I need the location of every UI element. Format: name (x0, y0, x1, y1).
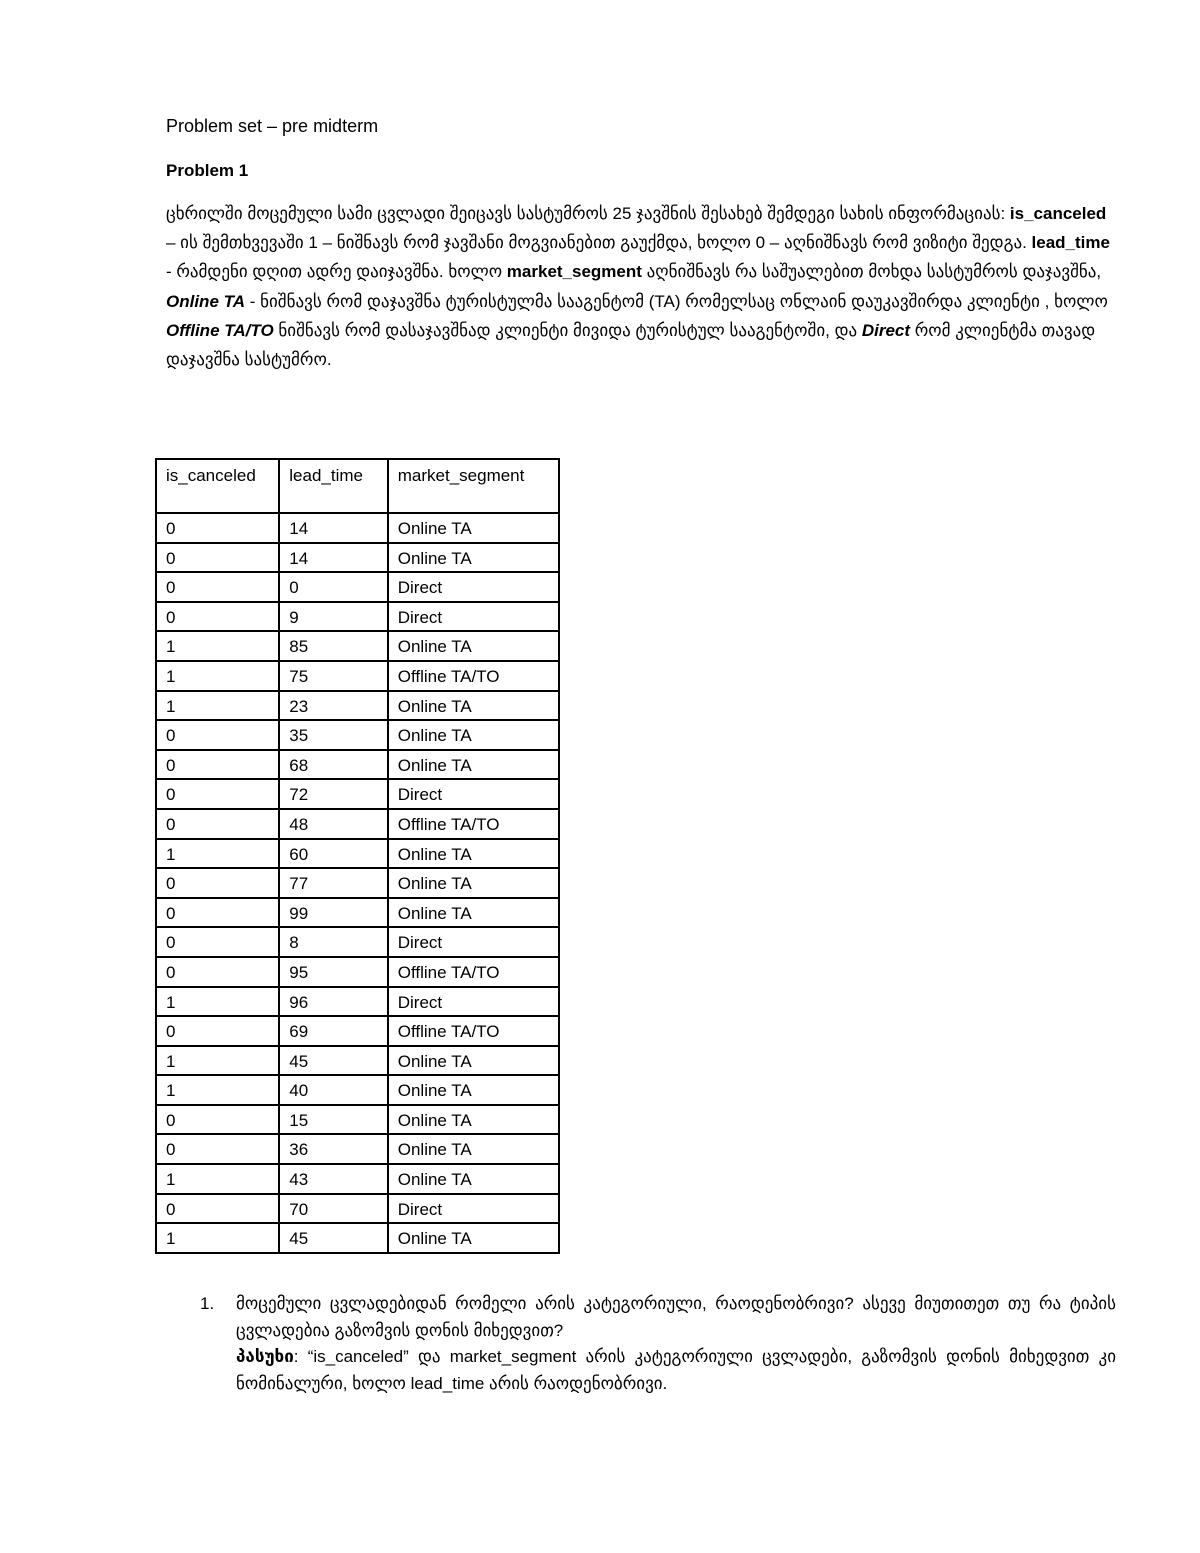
table-row (156, 1075, 559, 1105)
table-cell: 0 (156, 513, 279, 543)
table-cell: Online TA (388, 750, 559, 780)
table-cell: 0 (156, 1194, 279, 1224)
table-cell: 0 (156, 1016, 279, 1046)
table-cell: 1 (156, 691, 279, 721)
table-cell: Offline TA/TO (388, 809, 559, 839)
table-cell: 0 (156, 720, 279, 750)
intro-text: - რამდენი დღით ადრე დაიჯავშნა. ხოლო (166, 262, 507, 282)
table-row (156, 809, 559, 839)
table-row (156, 572, 559, 602)
table-row (156, 1223, 559, 1253)
table-cell: Online TA (388, 868, 559, 898)
table-cell: 0 (156, 1105, 279, 1135)
intro-text: - ნიშნავს რომ დაჯავშნა ტურისტულმა სააგენტომ (TA) რომელსაც ონლაინ დაუკავშირდა კლიენტი , ხოლო (245, 291, 1108, 311)
table-row (156, 987, 559, 1017)
table-row (156, 1046, 559, 1076)
table-body (156, 513, 559, 1253)
table-row (156, 513, 559, 543)
table-cell: 0 (156, 927, 279, 957)
table-cell: Online TA (388, 898, 559, 928)
table-row (156, 602, 559, 632)
table-cell: Offline TA/TO (388, 957, 559, 987)
question-text: მოცემული ცვლადებიდან რომელი არის კატეგორიული, რაოდენობრივი? ასევე მიუთითეთ თუ რა ტიპის ცვლადებია გაზომვის დონის მიხედვით? (236, 1294, 1116, 1340)
table-row (156, 631, 559, 661)
table-cell: Offline TA/TO (388, 1016, 559, 1046)
table-cell: Direct (388, 1194, 559, 1224)
table-row (156, 750, 559, 780)
table-cell: 43 (279, 1164, 387, 1194)
segment-name: Offline TA/TO (166, 320, 274, 340)
table-cell: 99 (279, 898, 387, 928)
variable-name: lead_time (1031, 233, 1110, 253)
table-cell: 45 (279, 1046, 387, 1076)
table-cell: 14 (279, 543, 387, 573)
table-cell: 0 (156, 602, 279, 632)
table-cell: 70 (279, 1194, 387, 1224)
table-cell: 40 (279, 1075, 387, 1105)
table-row (156, 691, 559, 721)
table-cell: Online TA (388, 839, 559, 869)
table-cell: Direct (388, 987, 559, 1017)
table-cell: 23 (279, 691, 387, 721)
table-cell: 0 (156, 809, 279, 839)
answer-text: : “is_canceled” და market_segment არის კატეგორიული ცვლადები, გაზომვის დონის მიხედვით კი ნომინალური, ხოლო lead_time არის რაოდენობრივი. (236, 1347, 1116, 1393)
table-cell: 77 (279, 868, 387, 898)
table-cell: Online TA (388, 543, 559, 573)
table-cell: Online TA (388, 1046, 559, 1076)
table-cell: Online TA (388, 1164, 559, 1194)
table-cell: 96 (279, 987, 387, 1017)
table-cell: 0 (279, 572, 387, 602)
table-cell: 45 (279, 1223, 387, 1253)
table-cell: 15 (279, 1105, 387, 1135)
intro-text: ნიშნავს რომ დასაჯავშნად კლიენტი მივიდა ტურისტულ სააგენტოში, და (273, 320, 862, 340)
table-cell: 1 (156, 1164, 279, 1194)
table-row (156, 1016, 559, 1046)
table-row (156, 661, 559, 691)
question-item (166, 1291, 1116, 1397)
table-cell: 0 (156, 868, 279, 898)
table-cell: 69 (279, 1016, 387, 1046)
intro-text: – ის შემთხვევაში 1 – ნიშნავს რომ ჯავშანი მოგვიანებით გაუქმდა, ხოლო 0 – აღნიშნავს რომ ვიზიტი შედგა. (166, 233, 1032, 253)
table-cell: Online TA (388, 720, 559, 750)
table-cell: 1 (156, 631, 279, 661)
table-cell: 0 (156, 898, 279, 928)
table-row (156, 898, 559, 928)
variable-name: market_segment (506, 262, 642, 282)
table-cell: 48 (279, 809, 387, 839)
table-header-row (156, 459, 559, 513)
table-cell: 72 (279, 779, 387, 809)
segment-name: Direct (861, 320, 911, 340)
table-cell: 8 (279, 927, 387, 957)
table-cell: 0 (156, 779, 279, 809)
table-cell: 0 (156, 957, 279, 987)
table-cell: 1 (156, 839, 279, 869)
table-cell: 85 (279, 631, 387, 661)
table-cell: Online TA (388, 1134, 559, 1164)
table-cell: Offline TA/TO (388, 661, 559, 691)
table-cell: Online TA (388, 1223, 559, 1253)
table-row (156, 839, 559, 869)
intro-text: რომ კლიენტმა თავად დაჯავშნა სასტუმრო. (166, 320, 1096, 370)
table-cell: 0 (156, 1134, 279, 1164)
table-cell: Online TA (388, 691, 559, 721)
table-row (156, 868, 559, 898)
table-row (156, 720, 559, 750)
table-cell: Online TA (388, 1075, 559, 1105)
table-row (156, 1164, 559, 1194)
table-cell: 0 (156, 572, 279, 602)
table-row (156, 1194, 559, 1224)
table-row (156, 1134, 559, 1164)
table-cell: 60 (279, 839, 387, 869)
variable-name: is_canceled (1009, 204, 1107, 223)
table-cell: 36 (279, 1134, 387, 1164)
table-cell: Direct (388, 572, 559, 602)
intro-text: ცხრილში მოცემული სამი ცვლადი შეიცავს სასტუმროს 25 ჯავშნის შესახებ შემდეგი სახის ინფორმაციას: (166, 204, 1010, 223)
table-cell: Direct (388, 927, 559, 957)
table-cell: 0 (156, 750, 279, 780)
table-row (156, 779, 559, 809)
segment-name: Online TA (166, 291, 246, 311)
document-title: Problem set – pre midterm (166, 116, 379, 136)
table-cell: 95 (279, 957, 387, 987)
table-cell: 1 (156, 987, 279, 1017)
table-cell: 14 (279, 513, 387, 543)
table-cell: Online TA (388, 631, 559, 661)
table-cell: 68 (279, 750, 387, 780)
table-cell: Online TA (388, 513, 559, 543)
table-cell: Direct (388, 602, 559, 632)
table-cell: 75 (279, 661, 387, 691)
table-cell: 1 (156, 1046, 279, 1076)
table-cell: 0 (156, 543, 279, 573)
table-cell: 35 (279, 720, 387, 750)
column-header: lead_time (279, 459, 387, 513)
booking-data-table (155, 458, 560, 1254)
table-cell: Online TA (388, 1105, 559, 1135)
answer-label: პასუხი (236, 1347, 294, 1366)
table-row (156, 1105, 559, 1135)
intro-text: აღნიშნავს რა საშუალებით მოხდა სასტუმროს დაჯავშნა, (641, 262, 1102, 282)
table-cell: 1 (156, 661, 279, 691)
table-cell: 9 (279, 602, 387, 632)
table-row (156, 543, 559, 573)
table-row (156, 927, 559, 957)
problem-heading: Problem 1 (166, 161, 249, 180)
column-header: is_canceled (156, 459, 279, 513)
problem-description (166, 199, 1110, 374)
question-number: 1. (200, 1294, 215, 1313)
table-cell: 1 (156, 1075, 279, 1105)
table-cell: Direct (388, 779, 559, 809)
table-row (156, 957, 559, 987)
column-header: market_segment (388, 459, 559, 513)
question-list (166, 1291, 1116, 1397)
table-cell: 1 (156, 1223, 279, 1253)
